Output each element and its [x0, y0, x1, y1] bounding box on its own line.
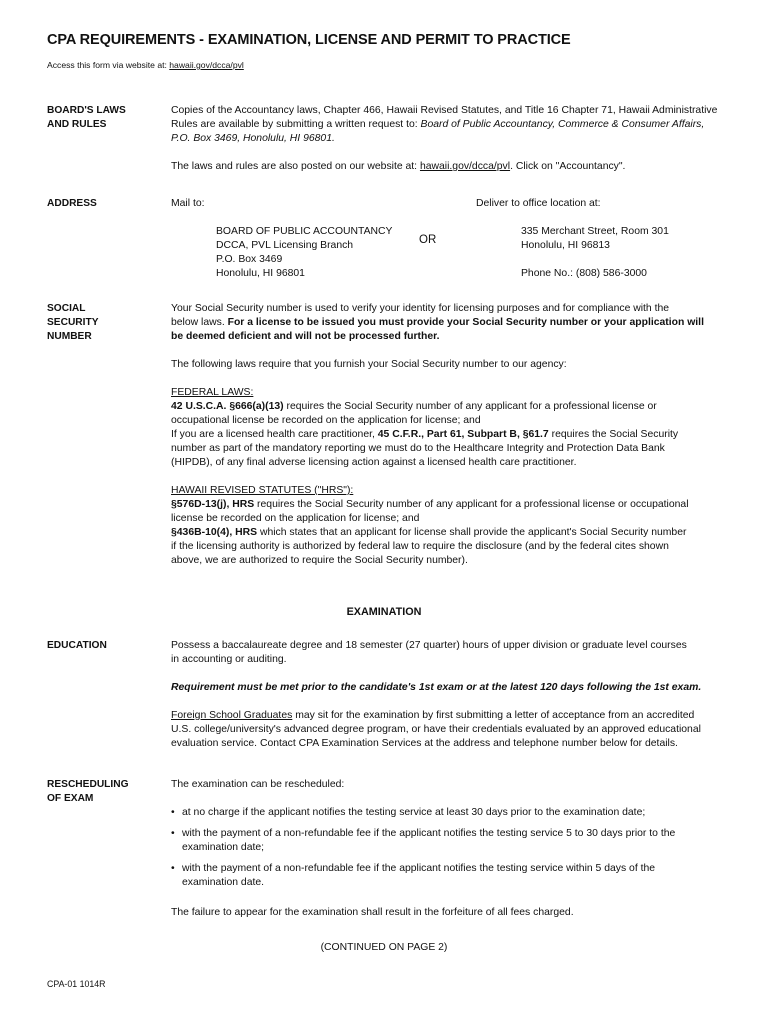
laws-website-link[interactable]: hawaii.gov/dcca/pvl: [419, 161, 511, 172]
text-line: occupational license be recorded on the application for license; and: [171, 415, 481, 426]
foreign-graduates-text: [171, 709, 731, 751]
text-line: evaluation service. Contact CPA Examination Services at the address and telephone number below for details.: [171, 738, 678, 749]
text-line: license be recorded on the application for license; and: [171, 513, 420, 524]
statute-citation: 42 U.S.C.A. §666(a)(13): [171, 401, 284, 412]
text-line: U.S. college/university's advanced degree program, or have their credentials evaluated by an approved educational: [171, 724, 701, 735]
label-line: BOARD'S LAWS: [47, 105, 126, 116]
statute-citation: §576D-13(j), HRS: [171, 499, 255, 510]
text-line: above, we are authorized to require the Social Security number).: [171, 555, 468, 566]
ssn-paragraph-1: [171, 302, 731, 344]
address-label: ADDRESS: [47, 198, 97, 209]
text-line: examination date.: [182, 877, 265, 888]
bullet-icon: •: [171, 828, 175, 839]
bullet-icon: •: [171, 807, 175, 818]
foreign-graduates-heading: Foreign School Graduates: [171, 710, 293, 721]
text-span: requires the Social Security number of any applicant for a professional license or occupational: [257, 499, 689, 510]
text-line: number as part of the mandatory reporting we must do to the Healthcare Integrity and Protection Data Bank: [171, 443, 665, 454]
forfeit-notice: The failure to appear for the examination shall result in the forfeiture of all fees charged.: [171, 907, 574, 918]
ssn-label: [47, 302, 157, 344]
laws-website-line: [171, 160, 731, 174]
address-line: DCCA, PVL Licensing Branch: [216, 240, 354, 251]
address-line: P.O. Box 3469: [216, 254, 283, 265]
text-line: if the licensing authority is authorized by federal law to require the disclosure (and by the federal cites shown: [171, 541, 669, 552]
rescheduling-intro: The examination can be rescheduled:: [171, 779, 345, 790]
board-address-italic: P.O. Box 3469, Honolulu, HI 96801.: [171, 133, 335, 144]
form-id: CPA-01 1014R: [47, 979, 106, 989]
address-line: Honolulu, HI 96813: [521, 240, 610, 251]
ssn-warning: be deemed deficient and will not be processed further.: [171, 331, 440, 342]
ssn-warning: For a license to be issued you must provide your Social Security number or your application will: [227, 317, 704, 328]
text-line: Your Social Security number is used to verify your identity for licensing purposes and for compliance with the: [171, 303, 670, 314]
text-span: requires the Social Security: [551, 429, 679, 440]
mail-to-label: Mail to:: [171, 198, 205, 209]
education-requirement: Requirement must be met prior to the candidate's 1st exam or at the latest 120 days following the 1st exam.: [171, 682, 702, 693]
statute-citation: §436B-10(4), HRS: [171, 527, 258, 538]
boards-laws-text: [171, 104, 731, 146]
access-prefix: Access this form via website at:: [47, 60, 167, 70]
text-span: If you are a licensed health care practitioner,: [171, 429, 375, 440]
hrs-heading: HAWAII REVISED STATUTES ("HRS"):: [171, 485, 354, 496]
list-item-text: at no charge if the applicant notifies the testing service at least 30 days prior to the examination date;: [182, 807, 646, 818]
mailing-address: [216, 225, 392, 281]
list-item-text: [182, 862, 722, 890]
board-address-italic: Board of Public Accountancy, Commerce & Consumer Affairs,: [420, 119, 705, 130]
text-line: in accounting or auditing.: [171, 654, 287, 665]
address-line: Honolulu, HI 96801: [216, 268, 305, 279]
label-line: RESCHEDULING: [47, 779, 129, 790]
text-line: [171, 526, 731, 540]
text-line: Copies of the Accountancy laws, Chapter 466, Hawaii Revised Statutes, and Title 16 Chapter 71, Hawaii Administrative: [171, 105, 718, 116]
label-line: OF EXAM: [47, 793, 94, 804]
text-span: . Click on "Accountancy".: [510, 161, 626, 172]
federal-laws-heading: FEDERAL LAWS:: [171, 387, 254, 398]
text-span: The laws and rules are also posted on our website at:: [171, 161, 418, 172]
text-line: [171, 118, 731, 132]
address-line: BOARD OF PUBLIC ACCOUNTANCY: [216, 226, 393, 237]
text-span: below laws.: [171, 317, 225, 328]
text-span: Rules are available by submitting a written request to:: [171, 119, 418, 130]
text-line: with the payment of a non-refundable fee if the applicant notifies the testing service 5 to 30 days prior to the: [182, 828, 676, 839]
label-line: AND RULES: [47, 119, 107, 130]
text-line: [171, 428, 731, 442]
ssn-paragraph-2: The following laws require that you furnish your Social Security number to our agency:: [171, 359, 567, 370]
text-span: which states that an applicant for license shall provide the applicant's Social Security number: [259, 527, 687, 538]
text-line: [171, 400, 731, 414]
text-line: [171, 498, 731, 512]
text-line: Possess a baccalaureate degree and 18 semester (27 quarter) hours of upper division or graduate level courses: [171, 640, 687, 651]
or-separator: OR: [419, 234, 437, 246]
list-item-text: [182, 827, 722, 855]
list-item: [171, 806, 731, 820]
list-item: [171, 862, 731, 890]
access-line: [47, 58, 244, 72]
website-link[interactable]: hawaii.gov/dcca/pvl: [169, 60, 244, 70]
phone-number: Phone No.: (808) 586-3000: [521, 268, 647, 279]
list-item: [171, 827, 731, 855]
text-line: (HIPDB), of any final adverse licensing action against a licensed health care practitioner.: [171, 457, 577, 468]
federal-laws-block: [171, 386, 731, 470]
examination-heading: EXAMINATION: [346, 606, 422, 618]
hrs-block: [171, 484, 731, 568]
label-line: NUMBER: [47, 331, 92, 342]
text-line: examination date;: [182, 842, 265, 853]
address-line: 335 Merchant Street, Room 301: [521, 226, 669, 237]
statute-citation: 45 C.F.R., Part 61, Subpart B, §61.7: [377, 429, 549, 440]
deliver-to-label: Deliver to office location at:: [476, 198, 601, 209]
office-address: [521, 225, 669, 281]
text-line: [171, 709, 731, 723]
label-line: SOCIAL: [47, 303, 86, 314]
continued-note: (CONTINUED ON PAGE 2): [320, 942, 448, 953]
text-line: with the payment of a non-refundable fee if the applicant notifies the testing service within 5 days of the: [182, 863, 656, 874]
education-text: [171, 639, 731, 667]
label-line: SECURITY: [47, 317, 99, 328]
education-label: EDUCATION: [47, 640, 107, 651]
boards-laws-label: [47, 104, 157, 132]
page-title: CPA REQUIREMENTS - EXAMINATION, LICENSE AND PERMIT TO PRACTICE: [47, 32, 571, 48]
text-line: [171, 316, 731, 330]
rescheduling-label: [47, 778, 157, 806]
text-span: requires the Social Security number of any applicant for a professional license or: [286, 401, 657, 412]
bullet-icon: •: [171, 863, 175, 874]
text-span: may sit for the examination by first submitting a letter of acceptance from an accredited: [295, 710, 695, 721]
